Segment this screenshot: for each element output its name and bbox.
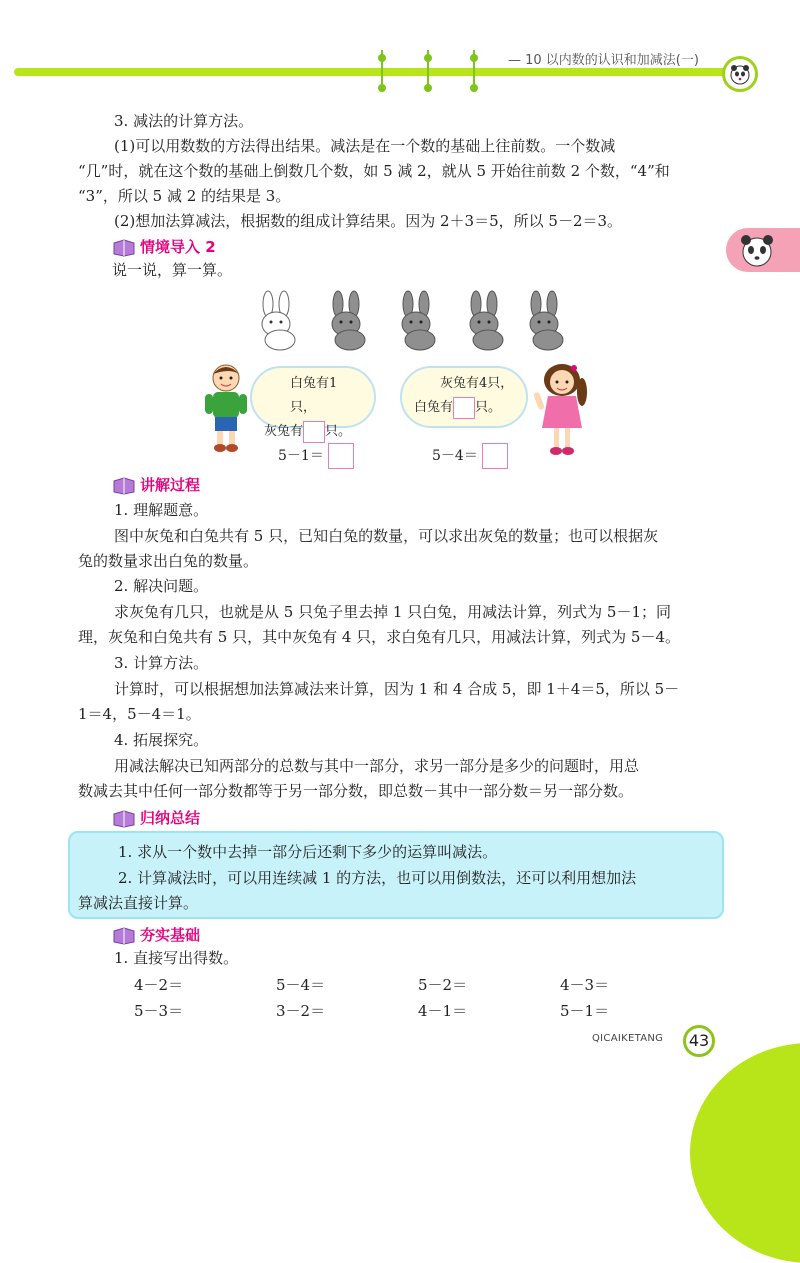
bubble-text: 白兔有1只， xyxy=(290,376,338,415)
corner-decoration xyxy=(690,1043,800,1263)
exercise-item[interactable]: 4－1＝ xyxy=(418,1002,468,1020)
answer-box[interactable] xyxy=(303,421,325,443)
bubble-text: 只。 xyxy=(475,400,502,415)
answer-box[interactable] xyxy=(482,443,508,469)
step-title: 2. 解决问题。 xyxy=(114,577,209,595)
side-tab xyxy=(726,228,800,272)
gray-rabbit-icon xyxy=(530,291,563,350)
book-icon xyxy=(112,810,136,828)
step-title: 4. 拓展探究。 xyxy=(114,731,209,749)
heading-text: 夯实基础 xyxy=(140,926,201,944)
paragraph-line: “3”，所以 5 减 2 的结果是 3。 xyxy=(78,187,291,205)
summary-line: 算减法直接计算。 xyxy=(78,894,199,912)
exercise-item[interactable]: 5－4＝ xyxy=(276,976,326,994)
book-icon xyxy=(112,927,136,945)
section-title: 3. 减法的计算方法。 xyxy=(114,112,254,130)
heading-text: 讲解过程 xyxy=(140,476,201,494)
exercise-item[interactable]: 4－2＝ xyxy=(134,976,184,994)
gray-rabbit-icon xyxy=(470,291,503,350)
paragraph-line: 求灰兔有几只，也就是从 5 只兔子里去掉 1 只白兔，用减法计算，列式为 5－1；同 xyxy=(114,603,672,621)
panda-icon xyxy=(732,228,782,272)
gray-rabbit-icon xyxy=(402,291,435,350)
exercise-item[interactable]: 3－2＝ xyxy=(276,1002,326,1020)
answer-box[interactable] xyxy=(328,443,354,469)
paragraph-line: 理，灰兔和白兔共有 5 只，其中灰兔有 4 只，求白兔有几只，用减法计算，列式为 5－4。 xyxy=(78,628,681,646)
paragraph-line: 数减去其中任何一部分数都等于另一部分数，即总数－其中一部分数＝另一部分数。 xyxy=(78,782,634,800)
step-title: 3. 计算方法。 xyxy=(114,654,209,672)
paragraph-line: 兔的数量求出白兔的数量。 xyxy=(78,552,259,570)
binder-pin-icon xyxy=(378,50,386,92)
girl-speech-bubble xyxy=(400,366,528,428)
paragraph-line: 1＝4，5－4＝1。 xyxy=(78,705,201,723)
boy-icon xyxy=(200,362,252,454)
chapter-title: — 10 以内数的认识和加减法(一) xyxy=(508,53,699,68)
binder-pin-icon xyxy=(470,50,478,92)
rabbits-illustration xyxy=(250,290,570,352)
girl-icon xyxy=(534,362,590,462)
section-heading xyxy=(112,236,216,258)
paragraph-line: (1)可以用数数的方法得出结果。减法是在一个数的基础上往前数。一个数减 xyxy=(114,137,616,155)
book-icon xyxy=(112,477,136,495)
panda-badge-icon xyxy=(722,56,758,92)
bubble-text: 只。 xyxy=(325,424,352,439)
answer-box[interactable] xyxy=(453,397,475,419)
bubble-text: 灰兔有 xyxy=(264,424,304,439)
book-icon xyxy=(112,239,136,257)
page-number: 43 xyxy=(683,1025,715,1057)
step-title: 1. 理解题意。 xyxy=(114,501,209,519)
summary-box xyxy=(68,831,724,919)
paragraph-line: 图中灰兔和白兔共有 5 只，已知白兔的数量，可以求出灰兔的数量；也可以根据灰 xyxy=(114,527,659,545)
binder-pin-icon xyxy=(424,50,432,92)
heading-text: 归纳总结 xyxy=(140,809,201,827)
equation-text: 5－4＝ xyxy=(432,448,478,464)
paragraph-line: 用减法解决已知两部分的总数与其中一部分，求另一部分是多少的问题时，用总 xyxy=(114,757,640,775)
bubble-text: 灰兔有4只， xyxy=(440,376,514,391)
heading-text: 情境导入 2 xyxy=(140,238,216,256)
scene-equation xyxy=(278,443,354,469)
boy-speech-bubble xyxy=(250,366,376,439)
section-heading xyxy=(112,924,200,946)
section-heading xyxy=(112,807,200,829)
paragraph-line: “几”时，就在这个数的基础上倒数几个数，如 5 减 2，就从 5 开始往前数 2 个数，“4”和 xyxy=(78,162,670,180)
summary-line: 2. 计算减法时，可以用连续减 1 的方法，也可以用倒数法，还可以利用想加法 xyxy=(118,869,637,887)
bubble-text: 白兔有 xyxy=(414,400,454,415)
paragraph-line: (2)想加法算减法，根据数的组成计算结果。因为 2＋3＝5，所以 5－2＝3。 xyxy=(114,212,623,230)
question-title: 1. 直接写出得数。 xyxy=(114,949,239,967)
exercise-item[interactable]: 5－2＝ xyxy=(418,976,468,994)
summary-line: 1. 求从一个数中去掉一部分后还剩下多少的运算叫减法。 xyxy=(118,843,498,861)
paragraph-line: 计算时，可以根据想加法算减法来计算，因为 1 和 4 合成 5，即 1＋4＝5，所以 5－ xyxy=(114,680,680,698)
exercise-item[interactable]: 5－1＝ xyxy=(560,1002,610,1020)
footer-label: QICAIKETANG xyxy=(592,1033,664,1044)
gray-rabbit-icon xyxy=(332,291,365,350)
scene-equation xyxy=(432,443,508,469)
white-rabbit-icon xyxy=(262,291,295,350)
scene-prompt: 说一说，算一算。 xyxy=(112,261,233,279)
exercise-item[interactable]: 5－3＝ xyxy=(134,1002,184,1020)
equation-text: 5－1＝ xyxy=(278,448,324,464)
section-heading xyxy=(112,474,200,496)
exercise-item[interactable]: 4－3＝ xyxy=(560,976,610,994)
